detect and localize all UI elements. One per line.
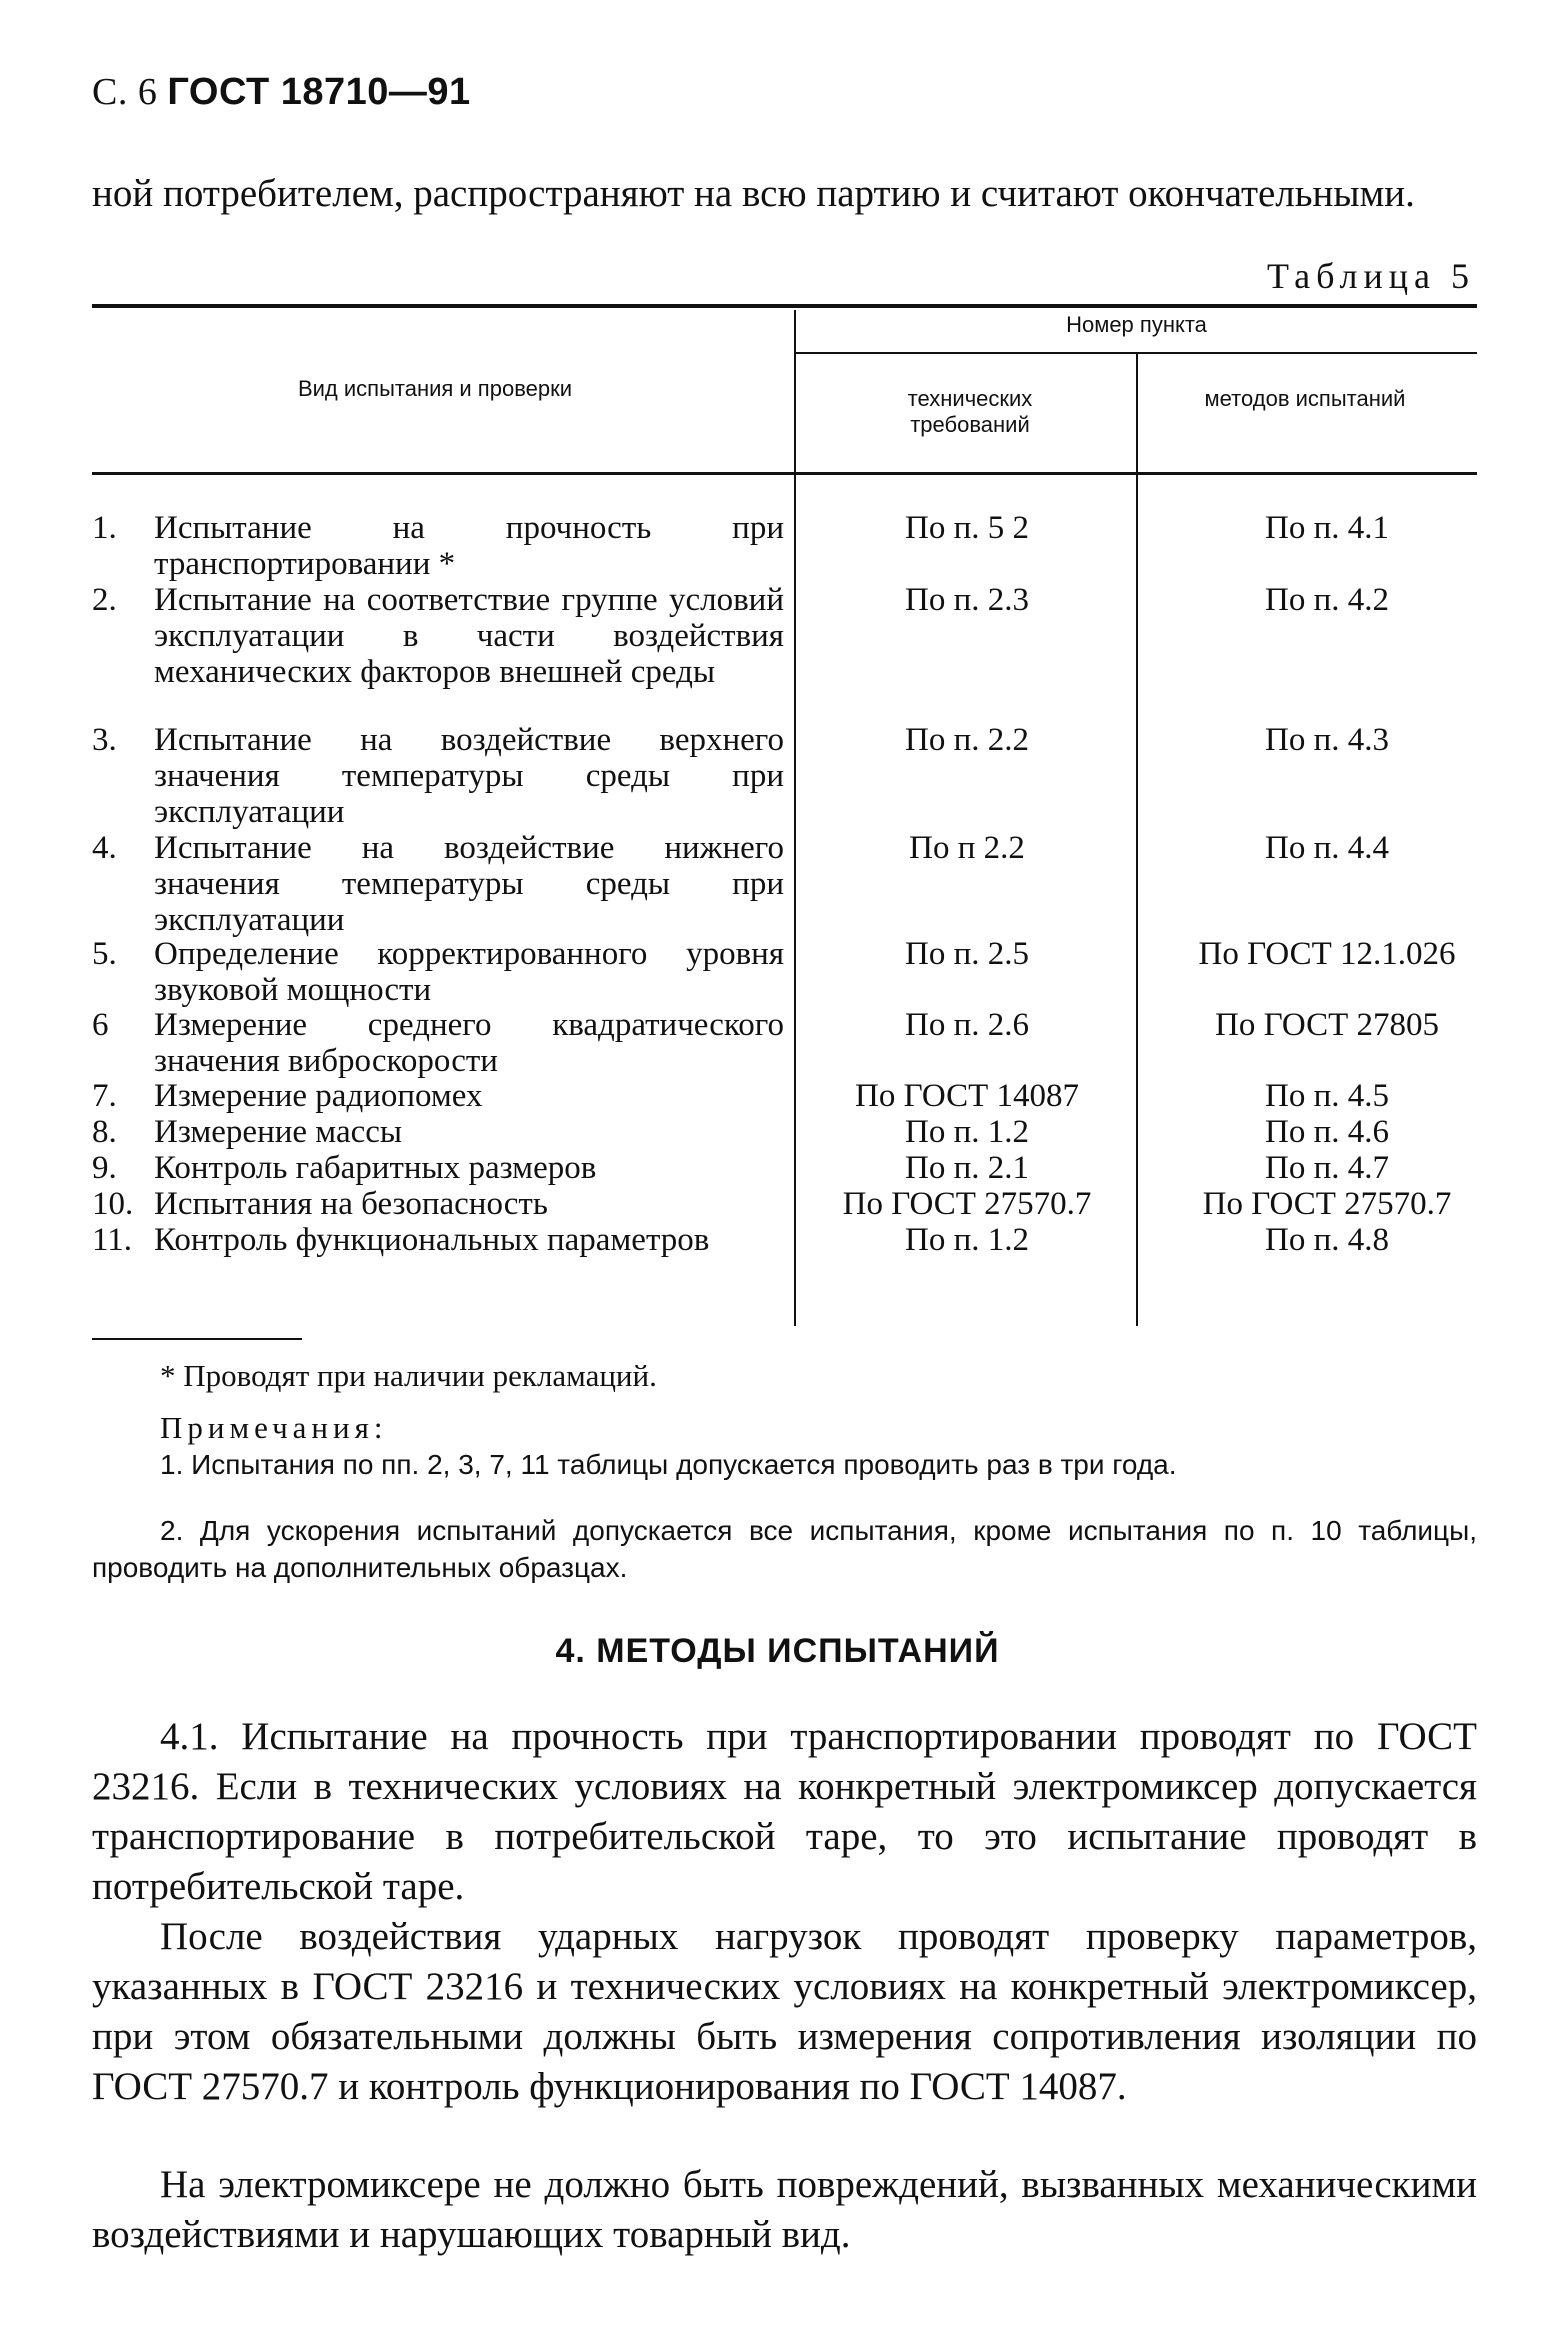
row-method-ref: По п. 4.3 [1265, 722, 1389, 758]
row-number: 4. [92, 830, 117, 866]
table-header-bottom-rule [92, 472, 1477, 475]
row-method-ref: По п. 4.2 [1265, 582, 1389, 618]
row-method-ref: По п. 4.8 [1265, 1222, 1389, 1258]
row-tech-ref: По п. 1.2 [905, 1114, 1029, 1150]
paragraph: На электромиксере не должно быть повреждений, вызванных механическими воздействиями и нарушающих товарный вид. [92, 2163, 1477, 2256]
paragraph: 4.1. Испытание на прочность при транспортировании проводят по ГОСТ 23216. Если в технических условиях на конкретный электромиксер допускается транспортирование в потребительской таре, то это испытание проводят в потребительской таре. [92, 1715, 1477, 1908]
row-method-ref: По п. 4.4 [1265, 830, 1389, 866]
row-number: 5. [92, 936, 117, 972]
row-description: Испытание на прочность при транспортировании * [154, 510, 784, 582]
column-header-methods: методов испытаний [1204, 386, 1406, 411]
row-description: Контроль габаритных размеров [154, 1150, 597, 1186]
row-method-ref: По п. 4.1 [1265, 510, 1389, 546]
row-description: Испытание на соответствие группе условий эксплуатации в части воздействия механических факторов внешней среды [154, 582, 784, 690]
row-tech-ref: По п. 5 2 [905, 510, 1029, 546]
row-method-ref: По п. 4.7 [1265, 1150, 1389, 1186]
row-method-ref: По ГОСТ 27570.7 [1202, 1186, 1452, 1222]
row-tech-ref: По п. 2.2 [905, 722, 1029, 758]
paragraph: После воздействия ударных нагрузок проводят проверку параметров, указанных в ГОСТ 23216 и технических условиях на конкретный электромиксер, при этом обязательными должны быть измерения сопротивления изоляции по ГОСТ 27570.7 и контроль функционирования по ГОСТ 14087. [92, 1915, 1477, 2108]
row-number: 2. [92, 582, 117, 618]
row-tech-ref: По ГОСТ 14087 [855, 1078, 1079, 1114]
row-number: 7. [92, 1078, 117, 1114]
row-tech-ref: По п. 2.5 [905, 936, 1029, 972]
section-title: 4. МЕТОДЫ ИСПЫТАНИЙ [555, 1632, 1000, 1670]
note-item: 1. Испытания по пп. 2, 3, 7, 11 таблицы допускается проводить раз в три года. [160, 1449, 1177, 1480]
row-tech-ref: По ГОСТ 27570.7 [842, 1186, 1092, 1222]
row-description: Испытание на воздействие нижнего значения температуры среды при эксплуатации [154, 830, 784, 938]
notes-title: Примечания: [160, 1410, 388, 1445]
row-number: 11. [92, 1222, 133, 1258]
row-number: 6 [92, 1007, 109, 1043]
row-number: 1. [92, 510, 117, 546]
row-tech-ref: По п. 2.3 [905, 582, 1029, 618]
table-label: Таблица 5 [1267, 256, 1475, 296]
row-method-ref: По ГОСТ 12.1.026 [1198, 936, 1456, 972]
continuation-text: ной потребителем, распространяют на всю партию и считают окончательными. [92, 172, 1415, 215]
page-header [92, 70, 471, 114]
row-description: Измерение среднего квадратического значения виброскорости [154, 1007, 784, 1079]
row-description: Определение корректированного уровня звуковой мощности [154, 936, 784, 1008]
row-method-ref: По ГОСТ 27805 [1215, 1007, 1439, 1043]
page-number: С. 6 [92, 71, 158, 113]
row-method-ref: По п. 4.6 [1265, 1114, 1389, 1150]
footnote-rule [92, 1338, 302, 1340]
row-description: Испытание на воздействие верхнего значения температуры среды при эксплуатации [154, 722, 784, 830]
row-method-ref: По п. 4.5 [1265, 1078, 1389, 1114]
row-number: 10. [92, 1186, 134, 1222]
row-number: 8. [92, 1114, 117, 1150]
row-tech-ref: По п. 2.6 [905, 1007, 1029, 1043]
row-number: 3. [92, 722, 117, 758]
column-header-tech: технических требований [907, 386, 1033, 437]
table-top-rule [92, 304, 1477, 308]
column-group-header: Номер пункта [1066, 312, 1207, 337]
row-description: Измерение массы [154, 1114, 403, 1150]
row-tech-ref: По п 2.2 [909, 830, 1025, 866]
row-description: Измерение радиопомех [154, 1078, 483, 1114]
footnote: * Проводят при наличии рекламаций. [160, 1358, 657, 1393]
column-header-test: Вид испытания и проверки [297, 376, 573, 401]
row-description: Контроль функциональных параметров [154, 1222, 710, 1258]
standard-number: ГОСТ 18710—91 [167, 71, 471, 113]
note-item: 2. Для ускорения испытаний допускается все испытания, кроме испытания по п. 10 таблицы, проводить на дополнительных образцах. [92, 1515, 1477, 1583]
row-tech-ref: По п. 2.1 [905, 1150, 1029, 1186]
row-tech-ref: По п. 1.2 [905, 1222, 1029, 1258]
row-description: Испытания на безопасность [154, 1186, 548, 1222]
row-number: 9. [92, 1150, 117, 1186]
